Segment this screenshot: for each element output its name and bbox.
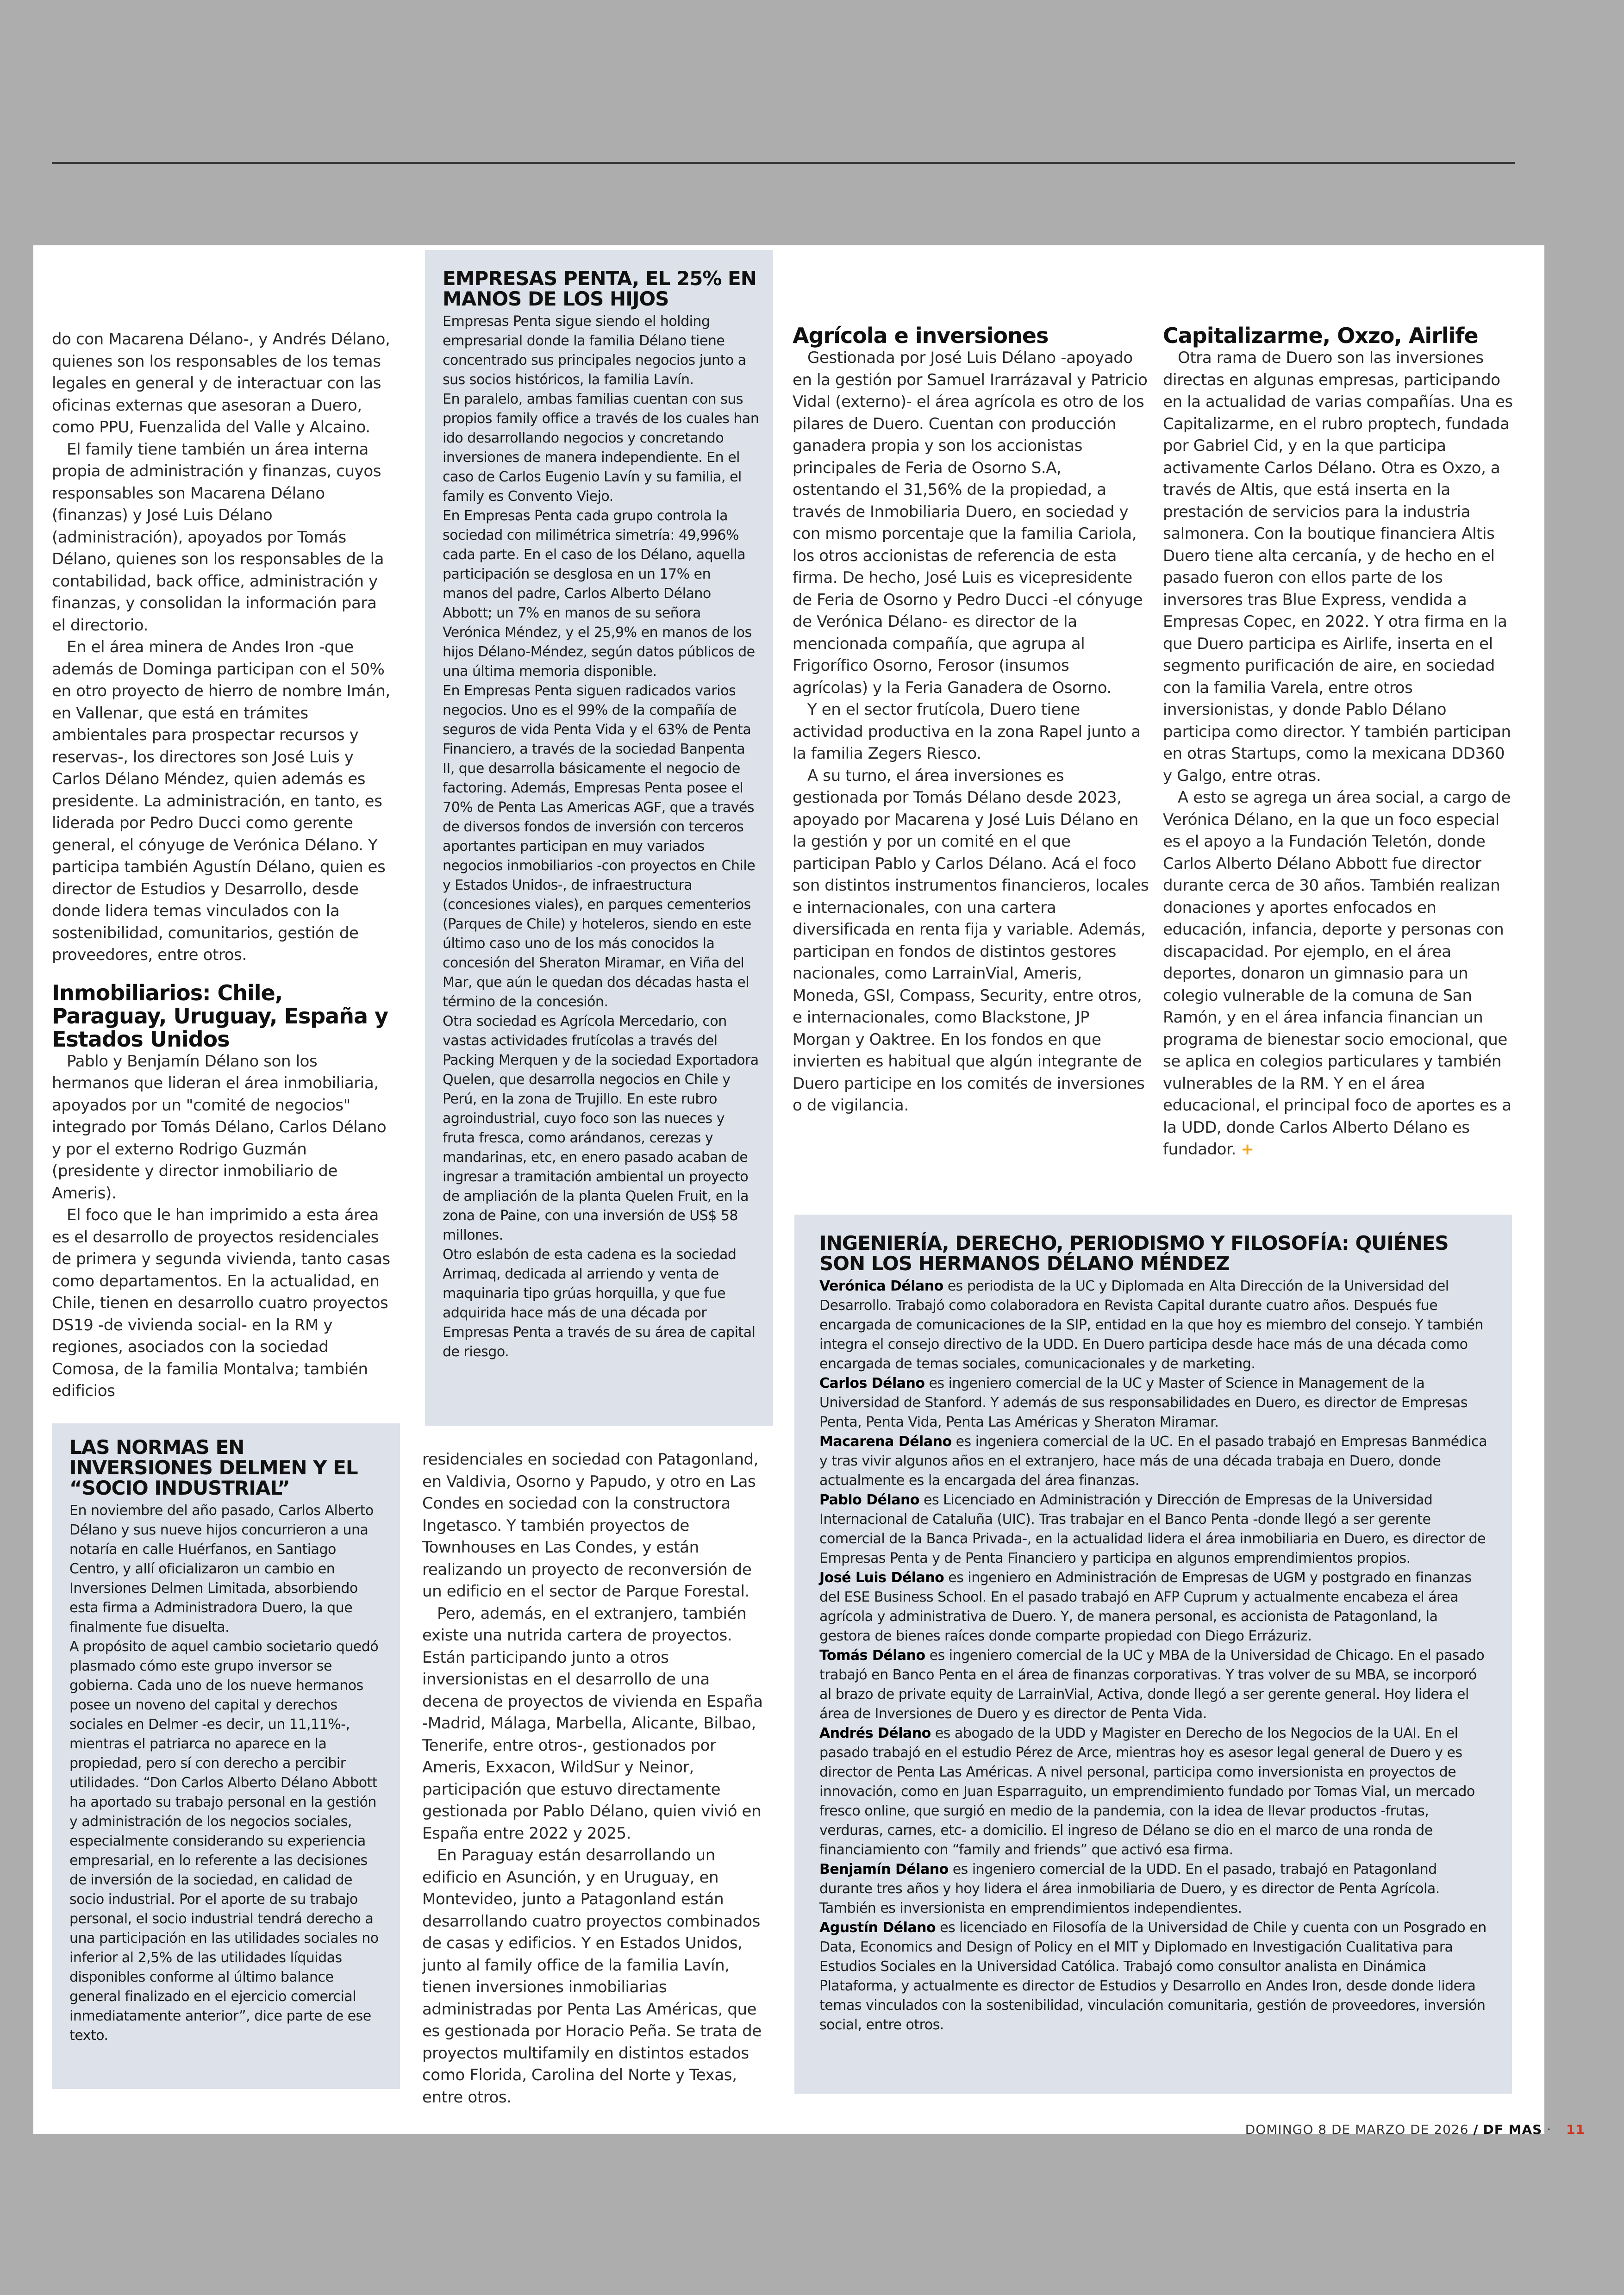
page-number: 11 bbox=[1566, 2122, 1585, 2137]
col4-paragraph bbox=[1163, 787, 1517, 1161]
box-paragraph: Otro eslabón de esta cadena es la sociedad Arrimaq, dedicada al arriendo y venta de maquinaria tipo grúas horquilla, y que fue adquirida hace más de una década por Empresas Penta a través de su área de capital de riesgo. bbox=[443, 1247, 756, 1360]
sidebar-box-penta bbox=[425, 250, 773, 1426]
sidebar-box-delmen bbox=[52, 1423, 400, 2089]
col1-paragraph: El family tiene también un área interna propia de administración y finanzas, cuyos responsables son Macarena Délano (finanzas) y José Luis Délano (administración), apoyados por Tomás Délano, quienes son los responsables de la contabilidad, back office, administración y finanzas, y consolidan la información para el directorio. bbox=[52, 440, 384, 635]
box-paragraph: En Empresas Penta siguen radicados varios negocios. Uno es el 99% de la compañía de seguros de vida Penta Vida y el 63% de Penta Financiero, a través de la sociedad Banpenta II, que desarrolla básicamente el negocio de factoring. Además, Empresas Penta posee el 70% de Penta Las Americas AGF, que a través de diversos fondos de inversión con terceros aportantes participan en muy variados negocios inmobiliarios -con proyectos en Chile y Estados Unidos-, de infraestructura (concesiones viales), en parques cementerios (Parques de Chile) y hoteleros, siendo en este último caso uno de los más conocidos la concesión del Sheraton Miramar, en Viña del Mar, que aún le quedan dos décadas hasta el término de la concesión. bbox=[443, 683, 756, 1010]
footer-dot: · bbox=[1547, 2122, 1552, 2137]
sibling-entry bbox=[819, 1918, 1491, 2035]
col2-paragraph: Pero, además, en el extranjero, también existe una nutrida cartera de proyectos. Están participando junto a otros inversionistas en el desarrollo de una decena de proyectos de vivienda en España -Madrid, Málaga, Marbella, Alicante, Bilbao, Tenerife, entre otros-, gestionados por Ameris, Exxacon, WildSur y Neinor, participación que estuvo directamente gestionada por Pablo Délano, quien vivió en España entre 2022 y 2025. bbox=[422, 1604, 763, 1843]
column-2 bbox=[422, 1449, 768, 2108]
magazine-page bbox=[33, 245, 1544, 2134]
siblings-list bbox=[819, 1277, 1491, 2035]
box-paragraph: En paralelo, ambas familias cuentan con sus propios family office a través de los cuales han ido desarrollando negocios y concretando inversiones de manera independiente. En el caso de Carlos Eugenio Lavín y su familia, el family es Convento Viejo. bbox=[443, 391, 759, 505]
box-paragraph: Otra sociedad es Agrícola Mercedario, con vastas actividades frutícolas a través del Packing Merquen y de la sociedad Exportadora Quelen, que desarrolla negocios en Chile y Perú, en la zona de Trujillo. En este rubro agroindustrial, cuyo foco son las nueces y fruta fresca, como arándanos, cerezas y mandarinas, etc, en enero pasado acaban de ingresar a tramitación ambiental un proyecto de ampliación de la planta Quelen Fruit, en la zona de Paine, con una inversión de US$ 58 millones. bbox=[443, 1013, 759, 1243]
column-3 bbox=[793, 324, 1149, 1117]
box-title-delmen: LAS NORMAS EN INVERSIONES DELMEN Y EL “SOCIO INDUSTRIAL” bbox=[69, 1436, 358, 1499]
sibling-description: es ingeniera comercial de la UC. En el pasado trabajó en Empresas Banmédica y tras vivir algunos años en el extranjero, hace más de una década trabaja en Duero, donde actualmente es la encargada del área finanzas. bbox=[819, 1434, 1487, 1489]
footer-brand: DF MAS bbox=[1483, 2122, 1543, 2137]
col3-paragraph: Y en el sector frutícola, Duero tiene actividad productiva en la zona Rapel junto a la familia Zegers Riesco. bbox=[793, 700, 1141, 763]
sibling-entry bbox=[819, 1374, 1491, 1432]
sibling-name: Tomás Délano bbox=[819, 1647, 925, 1664]
col1-paragraph: Pablo y Benjamín Délano son los hermanos que lideran el área inmobiliaria, apoyados por un "comité de negocios" integrado por Tomás Délano, Carlos Délano y por el externo Rodrigo Guzmán (presidente y director inmobiliario de Ameris). bbox=[52, 1052, 387, 1203]
column-4 bbox=[1163, 324, 1517, 1161]
sibling-entry bbox=[819, 1646, 1491, 1724]
page-footer bbox=[1245, 2122, 1585, 2137]
col4-paragraph: Otra rama de Duero son las inversiones directas en algunas empresas, participando en la actualidad de varias compañías. Una es Capitalizarme, en el rubro proptech, fundada por Gabriel Cid, y en la que participa activamente Carlos Délano. Otra es Oxzo, a través de Altis, que está inserta en la prestación de servicios para la industria salmonera. Con la boutique financiera Altis Duero tiene alta cercanía, y de hecho en el pasado fueron con ellos parte de los inversores tras Blue Express, vendida a Empresas Copec, en 2022. Y otra firma en la que Duero participa es Airlife, inserta en el segmento purificación de aire, en sociedad con la familia Varela, entre otros inversionistas, y donde Pablo Délano participa como director. Y también participan en otras Startups, como la mexicana DD360 y Galgo, entre otras. bbox=[1163, 349, 1513, 785]
column-1 bbox=[52, 329, 393, 1403]
sibling-entry bbox=[819, 1491, 1491, 1568]
col3-paragraph: A su turno, el área inversiones es gestionada por Tomás Délano desde 2023, apoyado por Macarena y José Luis Délano en la gestión y por un comité en el que participan Pablo y Carlos Délano. Acá el foco son distintos instrumentos financieros, locales e internacionales, con una cartera diversificada en renta fija y variable. Además, participan en fondos de distintos gestores nacionales, como LarrainVial, Ameris, Moneda, GSI, Compass, Security, entre otros, e internacionales, como Blackstone, JP Morgan y Oaktree. En los fondos en que invierten es habitual que algún integrante de Duero participe en los comités de inversiones o de vigilancia. bbox=[793, 766, 1149, 1115]
box-paragraph: A propósito de aquel cambio societario quedó plasmado cómo este grupo inversor se gobierna. Cada uno de los nueve hermanos posee un noveno del capital y derechos sociales en Delmer -es decir, un 11,11%-, mientras el patriarca no aparece en la propiedad, pero sí con derecho a percibir utilidades. “Don Carlos Alberto Délano Abbott ha aportado su trabajo personal en la gestión y administración de los negocios sociales, especialmente considerando su experiencia empresarial, en lo referente a las decisiones de inversión de la sociedad, en calidad de socio industrial. Por el aporte de su trabajo personal, el socio industrial tendrá derecho a una participación en las utilidades sociales no inferior al 2,5% de las utilidades líquidas disponibles conforme al último balance general finalizado en el ejercicio comercial inmediatamente anterior”, dice parte de ese texto. bbox=[69, 1639, 379, 2044]
sibling-name: Agustín Délano bbox=[819, 1920, 936, 1936]
sidebar-box-hermanos bbox=[794, 1215, 1512, 2094]
section-heading-capitalizarme: Capitalizarme, Oxzo, Airlife bbox=[1163, 323, 1478, 348]
top-rule bbox=[52, 162, 1515, 164]
sibling-entry bbox=[819, 1277, 1491, 1374]
article-end-mark: + bbox=[1241, 1140, 1254, 1159]
col4-paragraph-text: A esto se agrega un área social, a cargo de Verónica Délano, en la que un foco especial es el apoyo a la Fundación Teletón, donde Carlos Alberto Délano Abbott fue director durante cerca de 30 años. También realizan donaciones y aportes enfocados en educación, infancia, deporte y personas con discapacidad. Por ejemplo, en el área deportes, donaron un gimnasio para un colegio vulnerable de la comuna de San Ramón, y en el área infancia financian un programa de bienestar socio emocional, que se aplica en colegios particulares y también vulnerables de la RM. Y en el área educacional, el principal foco de aportes es a la UDD, donde Carlos Alberto Délano es fundador. bbox=[1163, 788, 1512, 1159]
sibling-description: es ingeniero comercial de la UC y MBA de la Universidad de Chicago. En el pasado trabajó en Banco Penta en el área de finanzas corporativas. Y tras volver de su MBA, se incorporó al brazo de private equity de LarrainVial, Activa, donde llegó a ser gerente general. Hoy lidera el área de Inversiones de Duero y es director de Penta Vida. bbox=[819, 1647, 1485, 1722]
box-title-penta: EMPRESAS PENTA, EL 25% EN MANOS DE LOS HIJOS bbox=[443, 267, 756, 310]
col2-paragraph: En Paraguay están desarrollando un edificio en Asunción, y en Uruguay, en Montevideo, junto a Patagonland están desarrollando cuatro proyectos combinados de casas y edificios. Y en Estados Unidos, junto al family office de la familia Lavín, tienen inversiones inmobiliarias administradas por Penta Las Américas, que es gestionada por Horacio Peña. Se trata de proyectos multifamily en distintos estados como Florida, Carolina del Norte y Texas, entre otros. bbox=[422, 1846, 762, 2107]
sibling-name: Pablo Délano bbox=[819, 1492, 919, 1508]
sibling-name: Macarena Délano bbox=[819, 1434, 952, 1450]
sibling-entry bbox=[819, 1724, 1491, 1860]
section-heading-agricola: Agrícola e inversiones bbox=[793, 323, 1049, 348]
box-paragraph: En noviembre del año pasado, Carlos Alberto Délano y sus nueve hijos concurrieron a una notaría en calle Huérfanos, en Santiago Centro, y allí oficializaron un cambio en Inversiones Delmen Limitada, absorbiendo esta firma a Administradora Duero, la que finalmente fue disuelta. bbox=[69, 1503, 374, 1635]
col1-paragraph: En el área minera de Andes Iron -que además de Dominga participan con el 50% en otro proyecto de hierro de nombre Imán, en Vallenar, que está en trámites ambientales para prospectar recursos y reservas-, los directores son José Luis y Carlos Délano Méndez, quien además es presidente. La administración, en tanto, es liderada por Pedro Ducci como gerente general, el cónyuge de Verónica Délano. Y participa también Agustín Délano, quien es director de Estudios y Desarrollo, desde donde lidera temas vinculados con la sostenibilidad, comunitarios, gestión de proveedores, entre otros. bbox=[52, 638, 390, 964]
col3-paragraph: Gestionada por José Luis Délano -apoyado en la gestión por Samuel Irarrázaval y Patricio Vidal (externo)- el área agrícola es otro de los pilares de Duero. Cuentan con producción ganadera propia y son los accionistas principales de Feria de Osorno S.A, ostentando el 31,56% de la propiedad, a través de Inmobiliaria Duero, en sociedad y con mismo porcentaje que la familia Cariola, los otros accionistas de referencia de esta firma. De hecho, José Luis es vicepresidente de Feria de Osorno y Pedro Ducci -el cónyuge de Verónica Délano- es director de la mencionada compañía, que agrupa al Frigorífico Osorno, Ferosor (insumos agrícolas) y la Feria Ganadera de Osorno. bbox=[793, 349, 1148, 697]
sibling-name: Carlos Délano bbox=[819, 1375, 925, 1391]
sibling-description: es periodista de la UC y Diplomada en Alta Dirección de la Universidad del Desarrollo. Trabajó como colaboradora en Revista Capital durante cuatro años. Después fue encargada de comunicaciones de la SIP, entidad en la que hoy es miembro del consejo. Y también integra el consejo directivo de la UDD. En Duero participa desde hace más de una década como encargada de temas sociales, comunicacionales y de marketing. bbox=[819, 1278, 1483, 1372]
sibling-entry bbox=[819, 1860, 1491, 1918]
sibling-entry bbox=[819, 1432, 1491, 1491]
sibling-entry bbox=[819, 1568, 1491, 1646]
sibling-description: es Licenciado en Administración y Dirección de Empresas de la Universidad Internacional de Cataluña (UIC). Tras trabajar en el Banco Penta -donde llegó a ser gerente comercial de la Banca Privada-, en la actualidad lidera el área inmobiliaria en Duero, es director de Empresas Penta y de Penta Financiero y participa en algunos emprendimientos propios. bbox=[819, 1492, 1486, 1566]
footer-separator: / bbox=[1473, 2122, 1479, 2137]
section-heading-inmobiliarios: Inmobiliarios: Chile, Paraguay, Uruguay, España y Estados Unidos bbox=[52, 980, 388, 1052]
col1-paragraph: do con Macarena Délano-, y Andrés Délano, quienes son los responsables de los temas legales en general y de interactuar con las oficinas externas que asesoran a Duero, como PPU, Fuenzalida del Valle y Alcaino. bbox=[52, 330, 390, 437]
sibling-name: Andrés Délano bbox=[819, 1725, 931, 1741]
sibling-description: es abogado de la UDD y Magister en Derecho de los Negocios de la UAI. En el pasado trabajó en el estudio Pérez de Arce, mientras hoy es asesor legal general de Duero y es director de Penta Las Américas. A nivel personal, participa como inversionista en proyectos de innovación, como en Juan Esparraguito, un emprendimiento fundado por Tomas Vial, un mercado fresco online, que surgió en medio de la pandemia, con la idea de llevar productos -frutas, verduras, carnes, etc- a domicilio. El ingreso de Délano se dio en el marco de una ronda de financiamiento con “family and friends” que activó esa firma. bbox=[819, 1725, 1475, 1858]
sibling-description: es ingeniero comercial de la UC y Master of Science in Management de la Universidad de Stanford. Y además de sus responsabilidades en Duero, es director de Empresas Penta, Penta Vida, Penta Las Américas y Sheraton Miramar. bbox=[819, 1375, 1468, 1430]
box-paragraph: En Empresas Penta cada grupo controla la sociedad con milimétrica simetría: 49,996% cada parte. En el caso de los Délano, aquella participación se desglosa en un 17% en manos del padre, Carlos Alberto Délano Abbott; un 7% en manos de su señora Verónica Méndez, y el 25,9% en manos de los hijos Délano-Méndez, según datos públicos de una última memoria disponible. bbox=[443, 508, 755, 680]
box-paragraph: Empresas Penta sigue siendo el holding empresarial donde la familia Délano tiene concentrado sus principales negocios junto a sus socios históricos, la familia Lavín. bbox=[443, 313, 746, 388]
sibling-name: Verónica Délano bbox=[819, 1278, 943, 1294]
sibling-name: Benjamín Délano bbox=[819, 1861, 949, 1877]
footer-date: DOMINGO 8 DE MARZO DE 2026 bbox=[1245, 2122, 1469, 2137]
col2-paragraph: residenciales en sociedad con Patagonland, en Valdivia, Osorno y Papudo, y otro en Las Condes en sociedad con la constructora Ingetasco. Y también proyectos de Townhouses en Las Condes, y están realizando un proyecto de reconversión de un edificio en el sector de Parque Forestal. bbox=[422, 1450, 759, 1601]
sibling-description: es ingeniero en Administración de Empresas de UGM y postgrado en finanzas del ESE Business School. En el pasado trabajó en AFP Cuprum y actualmente encabeza el área agrícola y administrativa de Duero. Y, de manera personal, es accionista de Patagonland, la gestora de bienes raíces donde comparte propiedad con Diego Errázuriz. bbox=[819, 1570, 1472, 1644]
box-title-hermanos: INGENIERÍA, DERECHO, PERIODISMO Y FILOSOFÍA: QUIÉNES SON LOS HERMANOS DÉLANO MÉNDEZ bbox=[819, 1232, 1449, 1275]
sibling-name: José Luis Délano bbox=[819, 1570, 944, 1586]
col1-paragraph: El foco que le han imprimido a esta área es el desarrollo de proyectos residenciales de primera y segunda vivienda, tanto casas como departamentos. En la actualidad, en Chile, tienen en desarrollo cuatro proyectos DS19 -de vivienda social- en la RM y regiones, asociados con la sociedad Comosa, de la familia Montalva; también edificios bbox=[52, 1206, 390, 1400]
sibling-description: es ingeniero comercial de la UDD. En el pasado, trabajó en Patagonland durante tres años y hoy lidera el área inmobiliaria de Duero, y es director de Penta Agrícola. También es inversionista en emprendimientos independientes. bbox=[819, 1861, 1440, 1916]
sibling-description: es licenciado en Filosofía de la Universidad de Chile y cuenta con un Posgrado en Data, Economics and Design of Policy en el MIT y Diplomado en Investigación Cualitativa para Estudios Sociales en la Universidad Católica. Trabajó como consultor analista en Dinámica Plataforma, y actualmente es director de Estudios y Desarrollo en Andes Iron, desde donde lidera temas vinculados con la sostenibilidad, vinculación comunitaria, gestión de proveedores, inversión social, entre otros. bbox=[819, 1920, 1487, 2033]
